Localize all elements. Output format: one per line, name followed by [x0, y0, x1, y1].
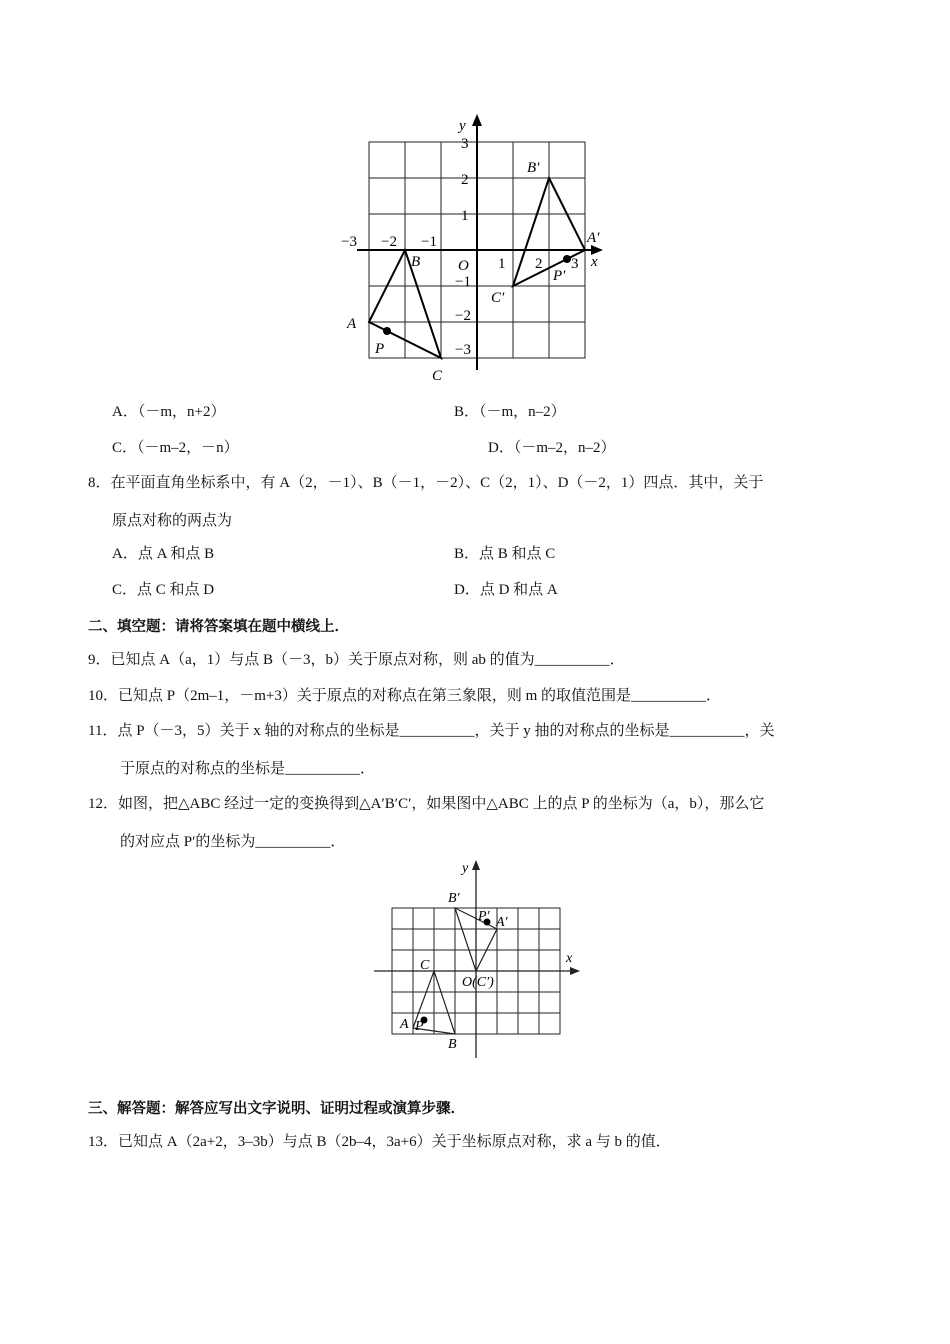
x-tick: 2	[535, 256, 543, 272]
x-tick: −3	[341, 234, 357, 250]
y-tick: 3	[461, 136, 469, 152]
x-tick: −2	[381, 234, 397, 250]
x-tick: −1	[421, 234, 437, 250]
y-tick: 1	[461, 208, 469, 224]
q7-option-d: D．（－m–2，n–2）	[488, 440, 616, 456]
axis-x-label: x	[591, 254, 598, 270]
q8-option-b: B．点 B 和点 C	[454, 546, 556, 562]
point-b-prime-label: B′	[527, 160, 540, 176]
fig2-origin-label: O(C′)	[462, 975, 494, 990]
y-tick: −3	[455, 342, 471, 358]
fig2-b-label: B	[448, 1037, 457, 1052]
q12-line-2: 的对应点 P′的坐标为__________．	[120, 834, 346, 850]
x-tick: 1	[498, 256, 506, 272]
point-p-prime-label: P′	[553, 268, 566, 284]
x-tick: 3	[571, 256, 579, 272]
q10: 10．已知点 P（2m–1，－m+3）关于原点的对称点在第三象限，则 m 的取值范围是__________．	[88, 688, 722, 704]
q13: 13．已知点 A（2a+2，3–3b）与点 B（2b–4，3a+6）关于坐标原点对称，求 a 与 b 的值．	[88, 1134, 671, 1150]
fig2-p-label: P	[415, 1019, 424, 1034]
q12-line-1: 12．如图，把△ABC 经过一定的变换得到△A′B′C′，如果图中△ABC 上的点 P 的坐标为（a，b），那么它	[88, 796, 765, 812]
fig2-axis-y-label: y	[462, 861, 469, 876]
q9: 9．已知点 A（a，1）与点 B（－3，b）关于原点对称，则 ab 的值为__________．	[88, 652, 625, 668]
axis-y-label: y	[459, 118, 466, 134]
q8-option-d: D．点 D 和点 A	[454, 582, 558, 598]
origin-label: O	[458, 258, 469, 274]
q7-option-b: B．（－m，n–2）	[454, 404, 566, 420]
point-p-label: P	[375, 341, 385, 357]
point-a-prime-label: A′	[587, 230, 600, 246]
fig2-c-label: C	[420, 958, 430, 973]
point-b-label: B	[411, 254, 421, 270]
y-tick: −1	[455, 274, 471, 290]
y-tick: 2	[461, 172, 469, 188]
q11-line-2: 于原点的对称点的坐标是__________．	[120, 761, 376, 777]
fig2-axis-x-label: x	[566, 951, 573, 966]
figure-2-coordinate-grid	[370, 858, 590, 1058]
fig2-a-label: A	[400, 1017, 409, 1032]
fig2-b-prime-label: B′	[448, 891, 460, 906]
y-tick: −2	[455, 308, 471, 324]
fig2-a-prime-label: A′	[496, 915, 508, 930]
fig2-p-prime-label: P′	[478, 909, 490, 924]
q8-line-1: 8．在平面直角坐标系中，有 A（2，－1）、B（－1，－2）、C（2，1）、D（－2，1）四点．其中，关于	[88, 475, 764, 491]
q7-option-c: C．（－m–2，－n）	[112, 440, 239, 456]
q8-option-a: A．点 A 和点 B	[112, 546, 215, 562]
q8-option-c: C．点 C 和点 D	[112, 582, 215, 598]
q7-option-a: A．（－m，n+2）	[112, 404, 226, 420]
point-c-label: C	[432, 368, 443, 384]
section-2-heading: 二、填空题：请将答案填在题中横线上．	[88, 619, 349, 635]
point-c-prime-label: C′	[491, 290, 505, 306]
section-3-heading: 三、解答题：解答应写出文字说明、证明过程或演算步骤．	[88, 1101, 465, 1117]
q8-line-2: 原点对称的两点为	[112, 513, 233, 529]
figure-1-coordinate-grid	[335, 108, 625, 388]
q11-line-1: 11．点 P（－3，5）关于 x 轴的对称点的坐标是__________，关于 y 抽的对称点的坐标是__________，关	[88, 723, 775, 739]
point-a-label: A	[347, 316, 357, 332]
